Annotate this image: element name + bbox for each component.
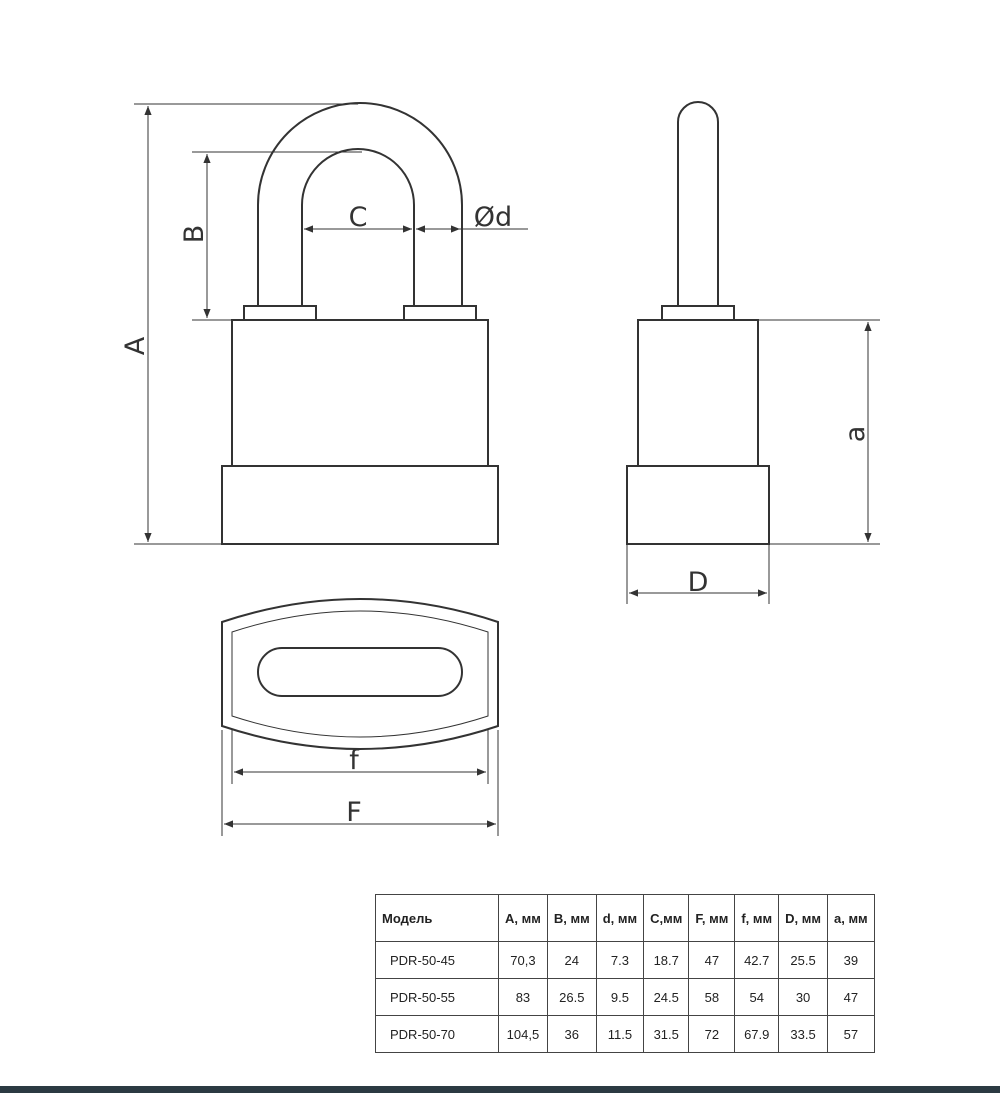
- cell-model: PDR-50-55: [376, 979, 499, 1016]
- dimension-C: [304, 202, 412, 233]
- label-d: Ød: [473, 202, 513, 233]
- header-a-lower: a, мм: [827, 895, 874, 942]
- table-cell: 26.5: [547, 979, 596, 1016]
- front-view: [222, 103, 498, 544]
- header-c: C,мм: [644, 895, 689, 942]
- bottom-view: [222, 599, 498, 749]
- table-cell: 54: [735, 979, 779, 1016]
- label-F: F: [346, 797, 362, 828]
- lock-body-front: [232, 320, 488, 466]
- table-cell: 83: [499, 979, 548, 1016]
- label-a: a: [840, 425, 871, 443]
- table-cell: 30: [779, 979, 828, 1016]
- table-cell: 47: [689, 942, 735, 979]
- header-b: B, мм: [547, 895, 596, 942]
- table-cell: 57: [827, 1016, 874, 1053]
- header-model: Модель: [376, 895, 499, 942]
- table-cell: 11.5: [596, 1016, 643, 1053]
- dimension-f: [232, 730, 488, 784]
- lock-base-side: [627, 466, 769, 544]
- table-cell: 67.9: [735, 1016, 779, 1053]
- label-A: A: [120, 336, 151, 356]
- shackle-collar-side: [662, 306, 734, 320]
- shackle-collar-right: [404, 306, 476, 320]
- cell-model: PDR-50-70: [376, 1016, 499, 1053]
- side-view: [627, 102, 769, 544]
- shackle-side: [678, 102, 718, 306]
- table-cell: 58: [689, 979, 735, 1016]
- table-row: [376, 942, 875, 979]
- table-cell: 72: [689, 1016, 735, 1053]
- header-d-lower: d, мм: [596, 895, 643, 942]
- table-row: [376, 1016, 875, 1053]
- dimension-a: [758, 320, 880, 544]
- table-cell: 24: [547, 942, 596, 979]
- table-cell: 42.7: [735, 942, 779, 979]
- table-header-row: [376, 895, 875, 942]
- label-D: D: [687, 567, 709, 598]
- table-cell: 33.5: [779, 1016, 828, 1053]
- table-cell: 70,3: [499, 942, 548, 979]
- table-cell: 31.5: [644, 1016, 689, 1053]
- table-cell: 36: [547, 1016, 596, 1053]
- table-cell: 7.3: [596, 942, 643, 979]
- dimension-D: [627, 544, 769, 604]
- table-cell: 9.5: [596, 979, 643, 1016]
- table-cell: 47: [827, 979, 874, 1016]
- lock-base-front: [222, 466, 498, 544]
- header-d-upper: D, мм: [779, 895, 828, 942]
- table-cell: 25.5: [779, 942, 828, 979]
- table-cell: 104,5: [499, 1016, 548, 1053]
- header-a-upper: A, мм: [499, 895, 548, 942]
- table-row: [376, 979, 875, 1016]
- dimension-B: [179, 152, 362, 320]
- label-C: C: [348, 202, 368, 233]
- bottom-inner-outline: [232, 611, 488, 737]
- bottom-divider: [0, 1086, 1000, 1093]
- dimensions-table: [375, 894, 875, 1053]
- table-cell: 18.7: [644, 942, 689, 979]
- dimension-A: [120, 104, 358, 544]
- shackle-collar-left: [244, 306, 316, 320]
- dimension-F: [222, 730, 498, 836]
- bottom-outline: [222, 599, 498, 749]
- lock-body-side: [638, 320, 758, 466]
- header-f-lower: f, мм: [735, 895, 779, 942]
- dimension-d: [416, 202, 528, 233]
- label-B: B: [179, 224, 210, 244]
- table-cell: 24.5: [644, 979, 689, 1016]
- keyhole-slot: [258, 648, 462, 696]
- header-f-upper: F, мм: [689, 895, 735, 942]
- label-f: f: [349, 745, 359, 776]
- cell-model: PDR-50-45: [376, 942, 499, 979]
- table-cell: 39: [827, 942, 874, 979]
